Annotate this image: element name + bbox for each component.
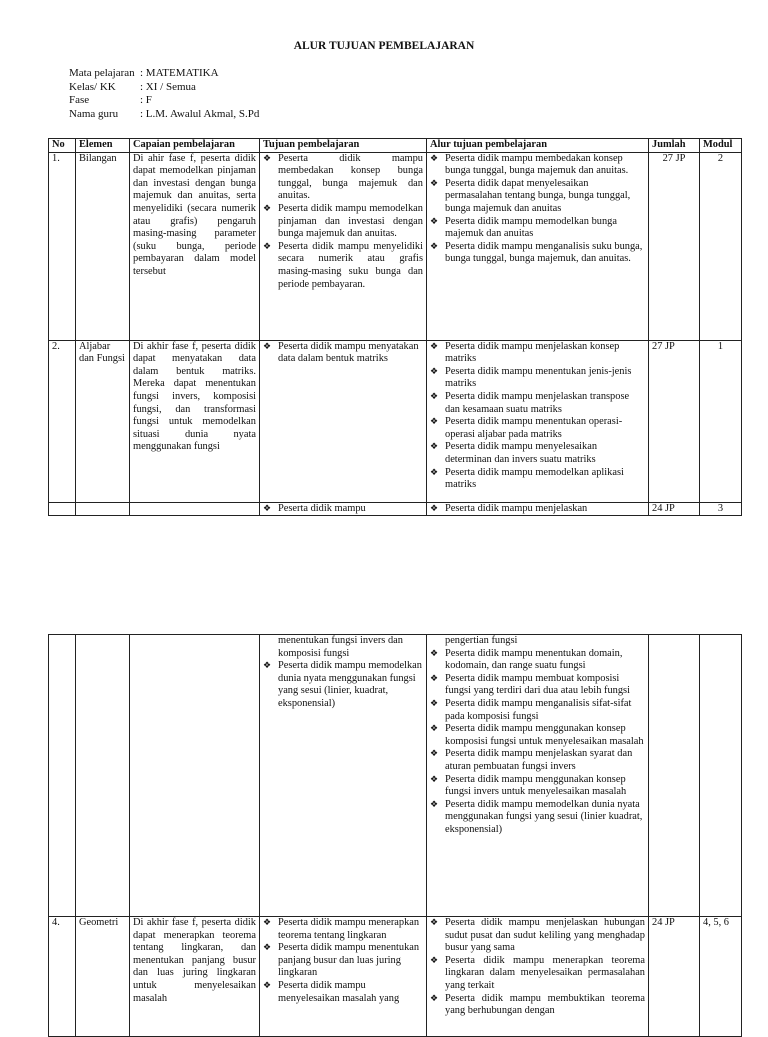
cell-modul: 4, 5, 6 xyxy=(700,917,742,1037)
alur-item: ❖ Peserta didik mampu menjelaskan konsep matriks xyxy=(430,341,645,366)
alur-item: ❖ Peserta didik dapat menyelesaikan permasalahan tentang bunga, bunga tunggal, bunga majemuk dan anuitas xyxy=(430,178,645,216)
cell-elemen xyxy=(76,635,130,917)
cell-elemen: Geometri xyxy=(76,917,130,1037)
header-capaian: Capaian pembelajaran xyxy=(130,139,260,153)
cell-capaian xyxy=(130,502,260,516)
header-jumlah: Jumlah xyxy=(649,139,700,153)
cell-elemen: Aljabar dan Fungsi xyxy=(76,340,130,502)
alur-item: ❖ Peserta didik mampu membedakan konsep bunga tunggal, bunga majemuk dan anuitas. xyxy=(430,153,645,178)
meta-label: Mata pelajaran xyxy=(69,67,135,79)
alur-item: ❖ Peserta didik mampu menentukan operasi-operasi aljabar pada matriks xyxy=(430,416,645,441)
cell-jumlah: 24 JP xyxy=(649,502,700,516)
alur-item: ❖ Peserta didik mampu menggunakan konsep fungsi invers untuk menyelesaikan masalah xyxy=(430,774,645,799)
cell-tujuan xyxy=(260,635,427,917)
learning-flow-table xyxy=(48,138,742,516)
cell-modul xyxy=(700,635,742,917)
cell-capaian: Di ahir fase f, peserta didik dapat memodelkan pinjaman dan investasi dengan bunga majemuk dan anuitas, serta menyelidiki (secara numerik atau grafis) pengaruh masing-masing parameter (suku bunga, periode pembayaran dalam model tersebut xyxy=(130,152,260,340)
cell-capaian xyxy=(130,635,260,917)
table-row xyxy=(49,635,742,917)
meta-value: : F xyxy=(140,94,152,106)
alur-item: ❖ Peserta didik mampu menjelaskan xyxy=(430,503,645,516)
cell-tujuan xyxy=(260,917,427,1037)
cell-jumlah: 24 JP xyxy=(649,917,700,1037)
alur-item: ❖ Peserta didik mampu menganalisis suku bunga, bunga tunggal, bunga majemuk, dan anuitas. xyxy=(430,241,645,266)
tujuan-item: ❖ Peserta didik mampu menyelesaikan masalah yang xyxy=(263,980,423,1005)
alur-item: ❖ Peserta didik mampu menjelaskan transpose dan kesamaan suatu matriks xyxy=(430,391,645,416)
alur-item: ❖ Peserta didik mampu menjelaskan hubungan sudut pusat dan sudut keliling yang menghadap busur yang sama xyxy=(430,917,645,955)
cell-capaian: Di akhir fase f, peserta didik dapat menyatakan data dalam bentuk matriks. Mereka dapat menentukan fungsi invers, komposisi fungsi, dan transformasi fungsi untuk memodelkan situasi dunia nyata menggunakan fungsi xyxy=(130,340,260,502)
cell-jumlah xyxy=(649,635,700,917)
meta-row-class xyxy=(69,81,259,95)
alur-item: ❖ Peserta didik mampu membuktikan teorema yang berhubungan dengan xyxy=(430,993,645,1018)
tujuan-item: ❖ Peserta didik mampu memodelkan dunia nyata menggunakan fungsi yang sesui (linier, kuadrat, eksponensial) xyxy=(263,660,423,710)
table-row xyxy=(49,152,742,340)
table-row xyxy=(49,340,742,502)
cell-elemen: Bilangan xyxy=(76,152,130,340)
cell-capaian: Di akhir fase f, peserta didik dapat menerapkan teorema tentang lingkaran, dan menentukan panjang busur dan luas juring lingkaran untuk menyelesaikan masalah xyxy=(130,917,260,1037)
document-title: ALUR TUJUAN PEMBELAJARAN xyxy=(293,40,475,52)
cell-no xyxy=(49,635,76,917)
table-row xyxy=(49,917,742,1037)
header-elemen: Elemen xyxy=(76,139,130,153)
header-no: No xyxy=(49,139,76,153)
alur-item: ❖ Peserta didik mampu menjelaskan syarat dan aturan pembuatan fungsi invers xyxy=(430,748,645,773)
alur-item: ❖ Peserta didik mampu menyelesaikan determinan dan invers suatu matriks xyxy=(430,441,645,466)
alur-item: ❖ Peserta didik mampu memodelkan aplikasi matriks xyxy=(430,467,645,492)
alur-item: ❖ Peserta didik mampu membuat komposisi fungsi yang terdiri dari dua atau lebih fungsi xyxy=(430,673,645,698)
table-row xyxy=(49,502,742,516)
cell-alur xyxy=(427,635,649,917)
cell-tujuan xyxy=(260,152,427,340)
cell-no: 4. xyxy=(49,917,76,1037)
cell-alur xyxy=(427,340,649,502)
meta-label: Kelas/ KK xyxy=(69,80,116,93)
tujuan-continued-text: menentukan fungsi invers dan komposisi fungsi xyxy=(278,635,403,659)
document-meta xyxy=(69,67,259,121)
cell-alur xyxy=(427,152,649,340)
alur-item: ❖ Peserta didik mampu menentukan jenis-jenis matriks xyxy=(430,366,645,391)
alur-item: ❖ Peserta didik mampu menerapkan teorema lingkaran dalam menyelesaikan permasalahan yang terkait xyxy=(430,955,645,993)
tujuan-item: ❖ Peserta didik mampu menyatakan data dalam bentuk matriks xyxy=(263,341,423,366)
tujuan-item: ❖ Peserta didik mampu membedakan konsep bunga tunggal, bunga majemuk dan anuitas. xyxy=(263,153,423,203)
alur-item: ❖ Peserta didik mampu menganalisis sifat-sifat pada komposisi fungsi xyxy=(430,698,645,723)
tujuan-item: ❖ Peserta didik mampu menentukan panjang busur dan luas juring lingkaran xyxy=(263,942,423,980)
meta-value: : MATEMATIKA xyxy=(140,67,219,79)
tujuan-item: ❖ Peserta didik mampu menyelidiki secara numerik atau grafis masing-masing suku bunga dan periode pembayaran. xyxy=(263,241,423,291)
cell-modul: 2 xyxy=(700,152,742,340)
tujuan-item: ❖ Peserta didik mampu menerapkan teorema tentang lingkaran xyxy=(263,917,423,942)
header-tujuan: Tujuan pembelajaran xyxy=(260,139,427,153)
meta-row-teacher xyxy=(69,108,259,122)
learning-flow-table-continued xyxy=(48,634,742,1037)
tujuan-item: ❖ Peserta didik mampu memodelkan pinjaman dan investasi dengan bunga majemuk dan anuitas. xyxy=(263,203,423,241)
alur-continued-text: pengertian fungsi xyxy=(445,635,518,646)
meta-row-subject xyxy=(69,67,259,81)
header-modul: Modul xyxy=(700,139,742,153)
cell-tujuan xyxy=(260,502,427,516)
alur-item: ❖ Peserta didik mampu menggunakan konsep komposisi fungsi untuk menyelesaikan masalah xyxy=(430,723,645,748)
cell-modul: 1 xyxy=(700,340,742,502)
meta-value: : XI / Semua xyxy=(140,80,196,93)
meta-value: : L.M. Awalul Akmal, S.Pd xyxy=(140,107,260,120)
alur-item: ❖ Peserta didik mampu memodelkan dunia nyata menggunakan fungsi yang sesui (linier kuadrat, eksponensial) xyxy=(430,799,645,837)
cell-elemen xyxy=(76,502,130,516)
meta-row-phase xyxy=(69,94,259,108)
table-header-row xyxy=(49,139,742,153)
cell-tujuan xyxy=(260,340,427,502)
cell-jumlah: 27 JP xyxy=(649,340,700,502)
alur-item: ❖ Peserta didik mampu menentukan domain, kodomain, dan range suatu fungsi xyxy=(430,648,645,673)
cell-no: 2. xyxy=(49,340,76,502)
alur-item: ❖ Peserta didik mampu memodelkan bunga majemuk dan anuitas xyxy=(430,216,645,241)
tujuan-item: ❖ Peserta didik mampu xyxy=(263,503,423,516)
meta-label: Fase xyxy=(69,94,90,106)
cell-modul: 3 xyxy=(700,502,742,516)
meta-label: Nama guru xyxy=(69,107,119,120)
cell-jumlah: 27 JP xyxy=(649,152,700,340)
header-alur: Alur tujuan pembelajaran xyxy=(427,139,649,153)
cell-no xyxy=(49,502,76,516)
cell-no: 1. xyxy=(49,152,76,340)
cell-alur xyxy=(427,917,649,1037)
cell-alur xyxy=(427,502,649,516)
